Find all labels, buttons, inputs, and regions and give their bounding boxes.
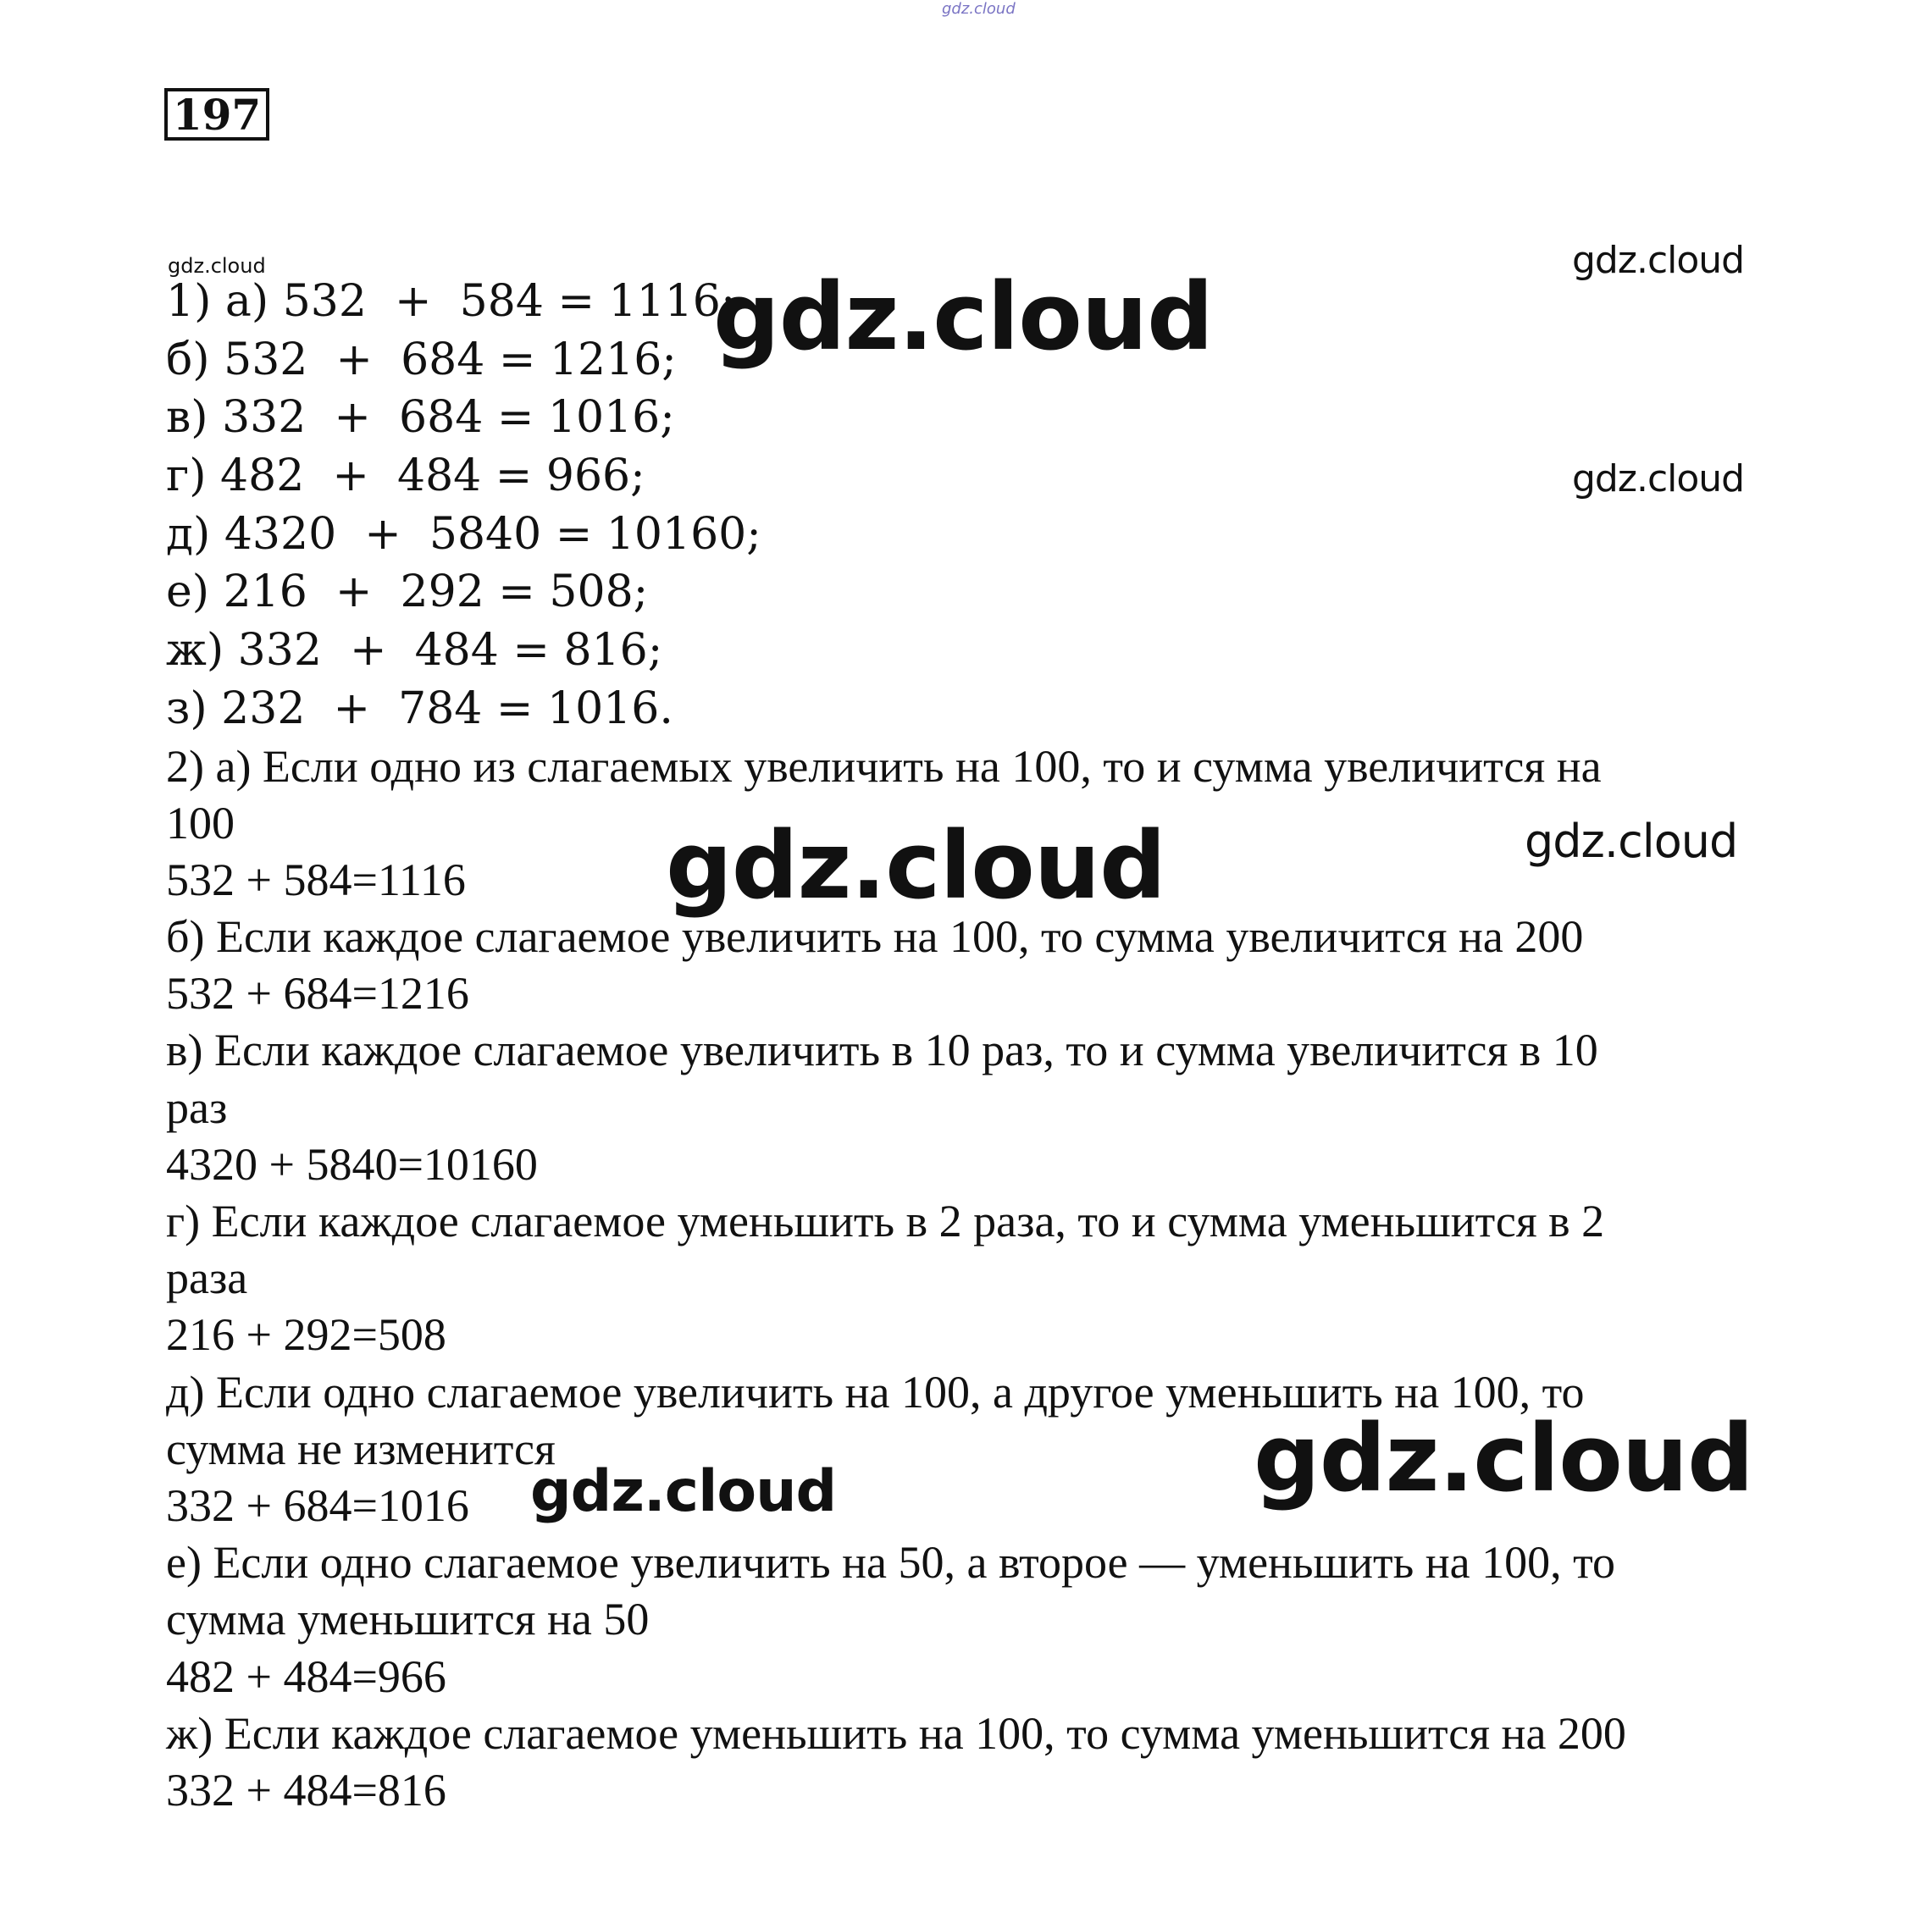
- equation-line: б) 532 + 684 = 1216;: [166, 334, 677, 385]
- text-line: б) Если каждое слагаемое увеличить на 100, то сумма увеличится на 200: [166, 911, 1584, 963]
- example-line: 4320 + 5840=10160: [166, 1138, 538, 1190]
- watermark: gdz.cloud: [1572, 457, 1745, 500]
- text-line: ж) Если каждое слагаемое уменьшить на 100, то сумма уменьшится на 200: [166, 1707, 1626, 1759]
- example-line: 482 + 484=966: [166, 1650, 446, 1702]
- solution-text: [166, 273, 1775, 1819]
- equation-line: г) 482 + 484 = 966;: [166, 450, 645, 502]
- text-line: д) Если одно слагаемое увеличить на 100, а другое уменьшить на 100, то: [166, 1366, 1585, 1418]
- watermark: gdz.cloud: [1572, 239, 1745, 282]
- example-line: 532 + 684=1216: [166, 968, 469, 1020]
- text-line: е) Если одно слагаемое увеличить на 50, а второе — уменьшить на 100, то: [166, 1537, 1616, 1589]
- text-line: сумма уменьшится на 50: [166, 1594, 650, 1645]
- text-line: г) Если каждое слагаемое уменьшить в 2 раза, то и сумма уменьшится в 2: [166, 1196, 1605, 1246]
- text-line: раза: [166, 1252, 248, 1304]
- watermark: gdz.cloud: [666, 811, 1165, 920]
- small-watermark: gdz.cloud: [168, 254, 266, 278]
- watermark: gdz.cloud: [713, 263, 1213, 371]
- watermark: gdz.cloud: [1525, 815, 1738, 868]
- text-line: сумма не изменится: [166, 1423, 556, 1474]
- equation-line: 1) а) 532 + 584 = 1116;: [166, 276, 736, 327]
- equation-line: д) 4320 + 5840 = 10160;: [166, 508, 761, 560]
- text-line: 100: [166, 797, 235, 848]
- text-line: раз: [166, 1081, 228, 1133]
- example-line: 532 + 584=1116: [166, 854, 466, 905]
- watermark: gdz.cloud: [530, 1458, 837, 1525]
- example-line: 216 + 292=508: [166, 1309, 446, 1361]
- equation-line: в) 332 + 684 = 1016;: [166, 392, 675, 444]
- text-line: в) Если каждое слагаемое увеличить в 10 раз, то и сумма увеличится в 10: [166, 1025, 1598, 1076]
- text-line: 2) а) Если одно из слагаемых увеличить на 100, то и сумма увеличится на: [166, 740, 1602, 792]
- equation-line: ж) 332 + 484 = 816;: [166, 625, 663, 677]
- watermark: gdz.cloud: [1254, 1404, 1753, 1512]
- task-number: 197: [164, 88, 269, 141]
- example-line: 332 + 484=816: [166, 1764, 446, 1816]
- top-watermark: gdz.cloud: [942, 0, 1016, 18]
- equation-line: е) 216 + 292 = 508;: [166, 567, 649, 618]
- equation-line: з) 232 + 784 = 1016.: [166, 683, 673, 734]
- example-line: 332 + 684=1016: [166, 1479, 469, 1531]
